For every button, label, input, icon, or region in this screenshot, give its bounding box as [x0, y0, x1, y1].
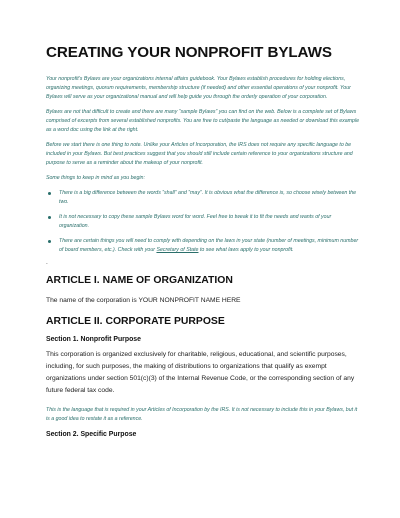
bullet-icon: [48, 240, 51, 243]
list-item: [46, 213, 360, 231]
tip-text-3-after: to see what laws apply to your nonprofit.: [198, 247, 294, 253]
secretary-of-state-link[interactable]: Secretary of State: [156, 247, 199, 253]
intro-section: [46, 75, 360, 183]
document-title: CREATING YOUR NONPROFIT BYLAWS: [46, 44, 332, 61]
intro-paragraph-1: Your nonprofit’s Bylaws are your organizations internal affairs guidebook. Your Bylaws establish procedures for holding elections, organizing meetings, quorum requirements, membership structure (if needed) and other essential operations of your nonprofit. Your Bylaws will serve as your organizational manual and will help guide you through the orderly operation of your corporation.: [46, 76, 351, 100]
tip-text-2: It is not necessary to copy these sample Bylaws word for word. Feel free to tweak it to fit the needs and wants of your organization.: [59, 214, 332, 229]
list-item: [46, 237, 360, 255]
tip-text-1: There is a big difference between the words “shall” and “may”. It is obvious what the difference is, so choose wisely between the two.: [59, 190, 357, 205]
tip-text-3-before: There are certain things you will need to comply with depending on the laws in your state (number of meetings, minimum number of board members, etc.). Check with your: [59, 238, 359, 253]
section-1-note: This is the language that is required in your Articles of Incorporation by the IRS. It is not necessary to include this in your Bylaws, but it is a good idea to restate it as a reference.: [46, 407, 358, 422]
intro-paragraph-2: Bylaws are not that difficult to create and there are many “sample Bylaws” you can find on the web. Below is a complete set of Bylaws comprised of excerpts from several established nonprofits. You are free to cut/paste the language as needed or download this example as a word doc using the link at the right.: [46, 109, 360, 133]
article-1-text: The name of the corporation is YOUR NONPROFIT NAME HERE: [46, 297, 241, 304]
bullet-icon: [48, 192, 51, 195]
article-2-heading: ARTICLE II. CORPORATE PURPOSE: [46, 316, 225, 327]
tips-list: [46, 189, 360, 255]
article-1-heading: ARTICLE I. NAME OF ORGANIZATION: [46, 275, 233, 286]
separator-mark: -: [46, 261, 48, 267]
section-1-heading: Section 1. Nonprofit Purpose: [46, 336, 141, 343]
intro-paragraph-3: Before we start there is one thing to note. Unlike your Articles of Incorporation, the IRS does not require any specific language to be included in your Bylaws. But best practices suggest that you should still include certain reference to your organizations structure and purpose to serve as a reminder about the makeup of your nonprofit.: [46, 142, 353, 166]
list-item: [46, 189, 360, 207]
intro-paragraph-4: Some things to keep in mind as you begin:: [46, 175, 145, 181]
section-1-text: This corporation is organized exclusively for charitable, religious, educational, and scientific purposes, including, for such purposes, the making of distributions to organizations that qualify as exempt organizations under section 501(c)(3) of the Internal Revenue Code, or the corresponding section of any future federal tax code.: [46, 351, 355, 394]
section-2-heading: Section 2. Specific Purpose: [46, 431, 137, 438]
bullet-icon: [48, 216, 51, 219]
